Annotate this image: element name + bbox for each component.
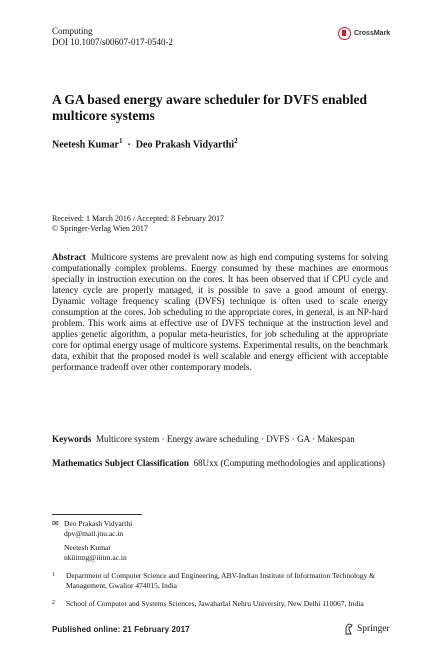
publisher-name: Springer [357,624,390,634]
publication-dates [52,214,224,234]
footnote-divider [52,514,142,515]
envelope-icon: ✉ [52,519,59,528]
crossmark-badge[interactable] [338,27,390,40]
abstract-label: Abstract [52,252,86,262]
abstract [52,252,388,373]
author-list [52,137,238,150]
msc-label: Mathematics Subject Classification [52,458,189,468]
journal-doi: DOI 10.1007/s00607-017-0540-2 [52,37,173,47]
author-name[interactable]: Neetesh Kumar [52,139,119,151]
crossmark-label: CrossMark [354,30,391,37]
journal-name: Computing [52,26,93,36]
affiliation-number: 2 [52,600,55,606]
affiliation-1 [52,571,388,591]
corresponding-author-name: Deo Prakash Vidyarthi [64,519,133,528]
abstract-text: Multicore systems are prevalent now as high end computing systems for solving computationally complex problems. Energy consumed by these machines are enormous specially in instruction execution on the cores. It has been observed that if CPU cycle and latency cycle are properly managed, it is possible to save a good amount of energy. Dynamic voltage frequency scaling (DVFS) technique is often used to scale energy consumption at the cores. Job scheduling to the appropriate cores, in general, is an NP-hard problem. This work aims at effective use of DVFS technique at the instruction level and applies genetic algorithm, a popular meta-heuristics, for job scheduling at the appropriate core for optimal energy usage of multicore systems. Experimental results, on the benchmark data, exhibit that the proposed model is well scalable and energy efficient with acceptable performance tradeoff over other contemporary models. [52,252,389,372]
coauthor-name: Neetesh Kumar [64,543,111,552]
corresponding-author-email[interactable]: dpv@mail.jnu.ac.in [64,529,124,538]
journal-header [52,26,173,48]
keywords [52,434,388,445]
author-affiliation-mark: 1 [118,137,123,145]
coauthor-email[interactable]: nkiiitmg@iiitm.ac.in [64,553,127,562]
affiliation-text: Department of Computer Science and Engineering, ABV-Indian Institute of Information Technology & Management, Gwalior 474015, India [66,571,375,590]
crossmark-icon [338,27,351,40]
received-accepted: Received: 1 March 2016 / Accepted: 8 February 2017 [52,214,224,223]
publisher-logo [344,623,390,635]
author-affiliation-mark: 2 [234,137,238,145]
msc-text: 68Uxx (Computing methodologies and applications) [193,458,385,468]
keywords-text: Multicore system · Energy aware scheduling · DVFS · GA · Makespan [95,434,355,444]
correspondence-block [52,519,388,563]
author-separator: · [127,139,131,151]
author-name[interactable]: Deo Prakash Vidyarthi [135,139,235,151]
paper-title: A GA based energy aware scheduler for DVFS enabled multicore systems [52,92,368,123]
published-online: Published online: 21 February 2017 [52,625,190,634]
affiliation-text: School of Computer and Systems Sciences, Jawaharlal Nehru University, New Delhi 110067, India [66,599,364,608]
springer-horse-icon [344,623,354,635]
affiliation-2 [52,599,388,609]
copyright: © Springer-Verlag Wien 2017 [52,224,148,233]
keywords-label: Keywords [52,434,92,444]
affiliation-number: 1 [52,572,55,578]
msc-classification [52,458,388,469]
